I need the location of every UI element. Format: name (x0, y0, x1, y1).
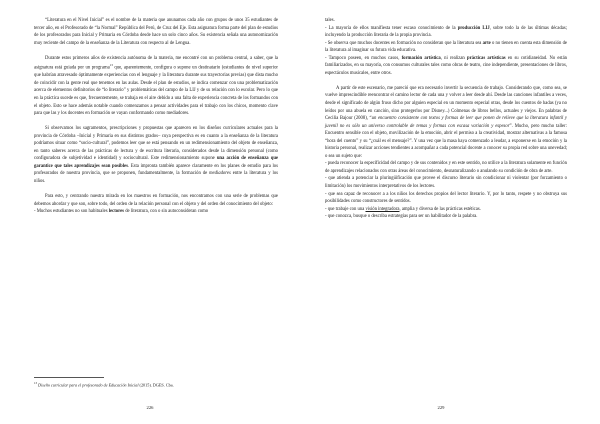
text-run: que, aparentemente, configura o supone un destinatario (estudiantes de nivel superior que habrían atravesado óptimamente experiencias con el lenguaje y la literatura durante sus trayectorias previas) que dista mucho de coincidir con la gente real que tenemos en las aulas. Desde el plan de estudios, se indica comenzar con una problematización acerca de elementos definitorios de “lo literario” y problemáticas del campo de la LIJ y de su relación con lo escolar. Pero lo que en la práctica sucede es que, frecuentemente, se trabaja en el aire debido a una falta de experiencia concreta de los formandos con el objeto. Esto se hace además notable cuando comenzamos a pensar actividades para el trabajo con los chicos, momento clave para que las y los docentes en formación se vayan conformando como mediadores. (34, 65, 278, 117)
right-bullet-5: - que conozca, busque o describa estrategias para ser un habilitador de la palabra. (325, 214, 478, 220)
italic-text: mediadores (209, 171, 231, 177)
right-line-1: tales. (325, 18, 335, 23)
text-run: , amplia y diversa de las prácticas estéticas. (399, 206, 481, 212)
text-run: o no tienen en cuenta esta dimensión de la literatura al imaginar su futura vida educativa. (325, 40, 567, 54)
right-paragraph-2 (325, 85, 567, 160)
bold-text: formación artística (401, 55, 441, 61)
footnote-divider (34, 377, 104, 378)
right-list-item-1 (325, 25, 567, 40)
text-run: Si observamos los sagramentos, prescripciones y propuestas que aparecen en los diseños curriculares actuales para la provincia de Córdoba –Inicial y Primaria en sus distintos grados– cuya perspectiva es en cuanto a la enseñanza de la literatura podríamos situar como “socio-cultural”, podemos leer que se está pensando en un redimensionamiento del objeto de enseñanza, en tanto saberes acerca de las prácticas de lectura y de escritura literaria, considerados desde la dimensión personal (como configuradora de subjetividad e identidad) y sociocultural. Este redimensionamiento supone (34, 126, 278, 162)
text-run: , sobre todo la de las últimas décadas; incluyendo la producción literaria de la propia provincia. (325, 25, 568, 39)
page-number-left: 226 (146, 405, 154, 410)
text-run: - que trabaje con una (325, 206, 366, 212)
text-run: Durante estos primeros años de existencia autónoma de la materia, me encontré con un problema central, a saber, que la asignatura está guiada por un programa (34, 55, 278, 71)
left-list-item (34, 208, 278, 216)
text-run: - La mayoría de ellos manifiesta tener escaso conocimiento de la (325, 25, 458, 31)
italic-quote: un encuentro consistente con textos y formas de leer que ponen de relieve que la literatura infantil y juvenil no es sólo un universo controlable de temas y formas con escasa variación y espesor (325, 116, 567, 129)
right-page (300, 0, 600, 424)
left-paragraph-2 (34, 55, 278, 118)
underlined-text: visión integradora (365, 206, 400, 212)
footnote-text: (2015). DGES. Cba. (138, 382, 174, 388)
bold-text: prácticas artísticas (466, 55, 506, 61)
left-text-column (34, 17, 278, 216)
bold-text: producción LIJ (457, 25, 490, 31)
left-paragraph-3 (34, 125, 278, 185)
footnote-ref: 13 (109, 63, 113, 68)
right-text-column (325, 17, 567, 221)
right-bullet-1: - pueda reconocer la especificidad del campo y de sus contenidos y en este sentido, no utilice a la literatura solamente en función de aprendizajes relacionados con otras áreas del conocimiento, desnaturalizando o anulando su condición de obra de arte. (325, 161, 567, 174)
right-list-item-3 (325, 55, 567, 78)
footnote (34, 380, 278, 388)
text-run: , ni realizan (440, 55, 467, 61)
bold-text: lectores (108, 209, 125, 215)
left-paragraph-1: “Literatura en el Nivel Inicial” es el nombre de la materia que anunamos cada año con grupos de unos 35 estudiantes de tercer año, en el Profesorado de “la Normal” República del Perú, de Cruz del Eje. Esta asignatura forma parte del plan de estudios de los profesorados para Inicial y Primaria en Córdoba desde hace un solo cinco años. Su existencia señala una autonomización muy reciente del campo de la enseñanza de la Literatura con respecto al de Lengua. (34, 18, 278, 46)
text-run: A partir de este escenario, me pareció que era necesario invertir la secuencia de trabajo. Considerando que, como sea, se vuelve imprescindible reencontrar el camino lector de cada una y volver a leer desde ahí. Desde las canciones infantiles a veces, desde el significado de algún fruso dicho por alguien especial en un momento especial otras, desde los cuentos de hadas (ya no leídos por una abuela en canción, sino protegerlos por Disney...) Colmenas de libros bellos, actuales y viejos. En palabras de Cecilia Bajour (2008), “ (325, 85, 567, 122)
text-run: - Se observa que muchos docentes en formación no consideran que la literatura sea (325, 40, 483, 46)
text-run: de literatura, con o sin autoconsideran como (124, 209, 209, 215)
text-run: - Muchos estudiantes no son habituales (34, 209, 109, 215)
footnote-title: Diseño curricular para el profesorado de Educación Inicial (38, 382, 139, 388)
right-bullet-4 (325, 206, 567, 214)
page-number-right: 229 (437, 405, 445, 410)
right-list-item-2 (325, 40, 567, 55)
text-run: . Esta impronta también aparece claramente en los planes de estudio para los profesorados de nuestra provincia, que se proponen, fundamentalmente, la formación de (34, 163, 278, 177)
text-run: - Tampoco poseen, en muchos casos, (325, 55, 402, 61)
text-run: entre la literatura y los niños. (34, 171, 279, 184)
left-paragraph-4: Para esto, y centrando nuestra mirada en los maestros en formación, nos encontramos con una serie de problemas que debemos abordar y que son, sobre todo, del orden de la relación personal con el objeto y del orden del conocimiento del objeto: (34, 194, 278, 207)
text-run: en su cotidianeidad. No están familiarizados, en su mayoría, con consumos culturales tales como obras de teatro, cine independiente, presentaciones de libros, espectáculos musicales, entre otros. (325, 55, 568, 76)
text-run: ”. Mucho, pero mucho taller: Encuentro sensible con el objeto, movilización de la emoción, abrir el permiso a la creatividad, mostrar alternativas a la famosa “hora del cuento” y su “¿cuál es el mensaje?”. Y una vez que la masa haya comenzado a leudar, a exponerse en la emoción y la historia personal, realizar acciones tendientes a acompañar a cada potencial docente a conocer su propia red sobre una unevedad; o sea un sujeto que: (325, 123, 567, 159)
footnote-number: 13 (34, 381, 37, 385)
right-bullet-2: - que atienda a potenciar la pluringüificación que provee el discurso literario sin condicionar ni violentar (por forzamiento o limitación) los movimientos interpretativos de los lectores. (325, 176, 567, 189)
right-bullet-3: - que sea capaz de reconocer a a los niños los derechos propios del lector literario. Y, por lo tanto, respete y no obstruya sus posibilidades como constructores de sentidos. (325, 191, 567, 205)
bold-text: una acción de enseñanza que garantice que tales aprendizajes sean posibles (34, 156, 279, 169)
bold-text: arte (482, 40, 491, 46)
